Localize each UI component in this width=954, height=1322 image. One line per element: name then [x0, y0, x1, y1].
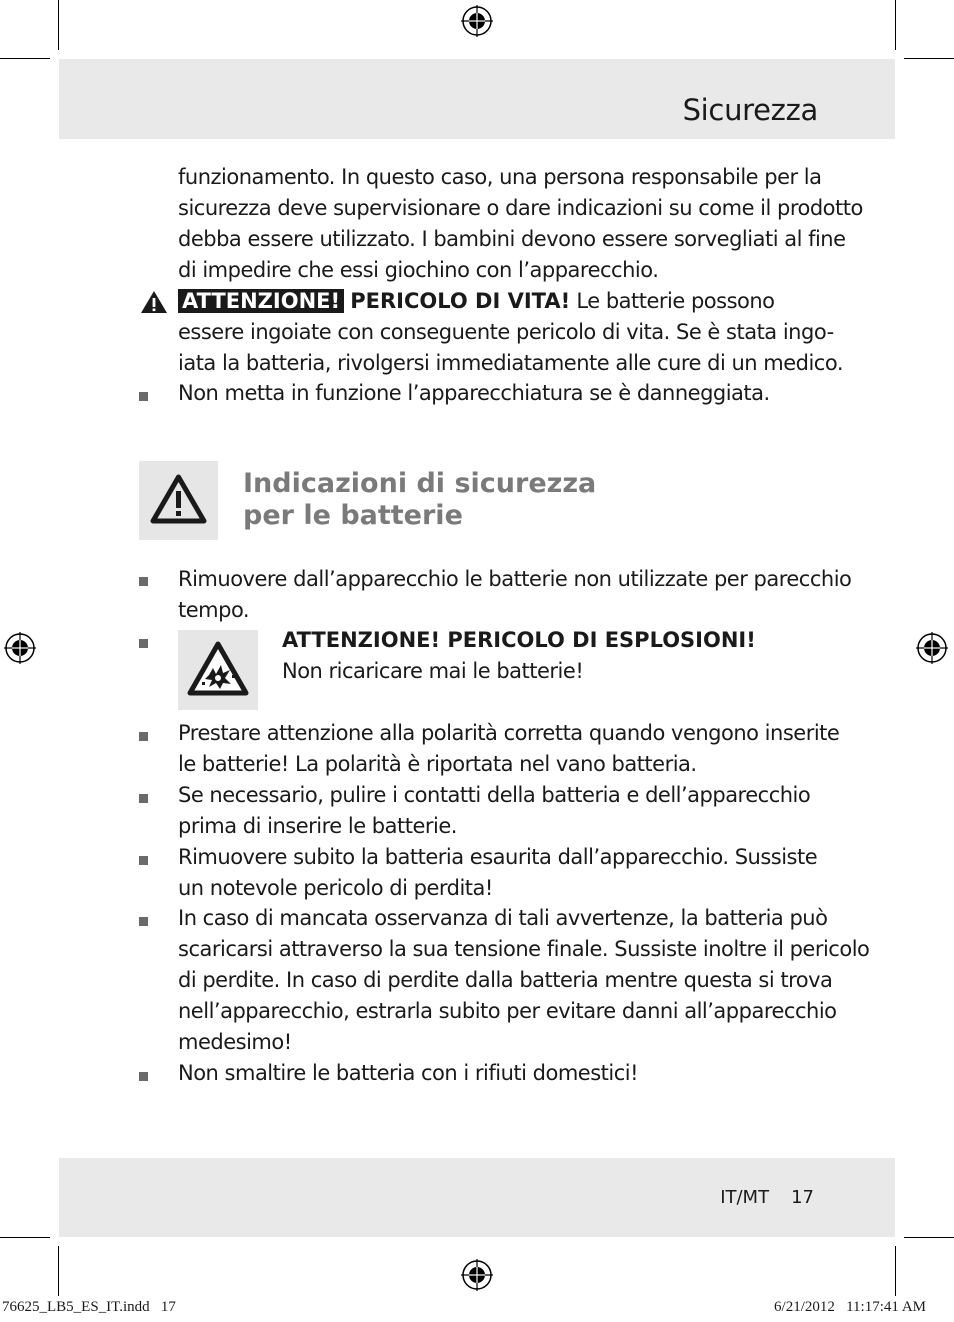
- text-line: Rimuovere subito la batteria esaurita dall’apparecchio. Sussiste: [178, 845, 818, 869]
- bullet-marker: [139, 732, 148, 741]
- life-danger-warning: [178, 286, 843, 379]
- explosion-warning: [282, 625, 822, 687]
- text-line: Non ricaricare mai le batterie!: [282, 659, 584, 683]
- page-number: 17: [791, 1187, 814, 1208]
- text-line: Non metta in funzione l’apparecchiatura se è danneggiata.: [178, 381, 770, 405]
- warning-triangle-icon: [139, 289, 169, 315]
- text-line: sicurezza deve supervisionare o dare indicazioni su come il prodotto: [178, 196, 863, 220]
- section-icon-box: [139, 461, 218, 540]
- text-line: scaricarsi attraverso la sua tensione finale. Sussiste inoltre il pericolo: [178, 937, 870, 961]
- bullet-marker: [139, 856, 148, 865]
- text-line: di impedire che essi giochino con l’apparecchio.: [178, 258, 659, 282]
- text-line: nell’apparecchio, estrarla subito per evitare danni all’apparecchio: [178, 999, 837, 1023]
- bullet-marker: [139, 794, 148, 803]
- bullet-marker: [139, 639, 148, 648]
- page-title: Sicurezza: [682, 93, 818, 127]
- text-line: In caso di mancata osservanza di tali avvertenze, la batteria può: [178, 906, 828, 930]
- bullet-marker: [139, 577, 148, 586]
- warning-text: Le batterie possono: [576, 289, 775, 313]
- text-line: iata la batteria, rivolgersi immediatamente alle cure di un medico.: [178, 351, 843, 375]
- crop-mark: [895, 1246, 896, 1296]
- crop-mark: [904, 1237, 954, 1238]
- list-item: [178, 378, 828, 409]
- list-item: [178, 564, 852, 626]
- text-line: di perdite. In caso di perdite dalla batteria mentre questa si trova: [178, 968, 833, 992]
- bullet-marker: [139, 917, 148, 926]
- warning-heading: ATTENZIONE! PERICOLO DI ESPLOSIONI!: [282, 628, 756, 652]
- slug-timestamp: 6/21/2012 11:17:41 AM: [774, 1299, 926, 1315]
- text-line: tempo.: [178, 598, 250, 622]
- attention-label: ATTENZIONE!: [178, 289, 344, 313]
- crop-mark: [895, 0, 896, 50]
- list-item: [178, 780, 828, 842]
- list-item: [178, 842, 828, 904]
- text-line: Prestare attenzione alla polarità corretta quando vengono inserite: [178, 721, 840, 745]
- bullet-marker: [139, 392, 148, 401]
- text-line: debba essere utilizzato. I bambini devono essere sorvegliati al fine: [178, 227, 846, 251]
- text-line: Non smaltire le batteria con i rifiuti domestici!: [178, 1061, 639, 1085]
- section-title-line: per le batterie: [243, 500, 463, 531]
- text-line: essere ingoiate con conseguente pericolo di vita. Se è stata ingo-: [178, 320, 834, 344]
- crop-mark: [58, 0, 59, 50]
- text-line: le batterie! La polarità è riportata nel vano batteria.: [178, 752, 697, 776]
- explosion-hazard-icon: [178, 630, 258, 710]
- registration-mark-icon: [916, 632, 948, 664]
- text-line: funzionamento. In questo caso, una persona responsabile per la: [178, 165, 822, 189]
- text-line: medesimo!: [178, 1030, 292, 1054]
- explosion-icon-box: [178, 630, 258, 710]
- slug-filename: 76625_LB5_ES_IT.indd 17: [2, 1299, 176, 1315]
- text-line: prima di inserire le batterie.: [178, 814, 457, 838]
- crop-mark: [0, 1237, 50, 1238]
- registration-mark-icon: [461, 1259, 493, 1291]
- crop-mark: [58, 1246, 59, 1296]
- crop-mark: [0, 58, 50, 59]
- bullet-marker: [139, 1072, 148, 1081]
- warning-first-line: [178, 286, 828, 317]
- list-item: [178, 903, 870, 1058]
- registration-mark-icon: [4, 632, 36, 664]
- crop-mark: [904, 58, 954, 59]
- warning-triangle-icon: [139, 461, 218, 540]
- registration-mark-icon: [461, 5, 493, 37]
- text-line: un notevole pericolo di perdita!: [178, 876, 493, 900]
- intro-paragraph: [178, 162, 863, 286]
- text-line: Se necessario, pulire i contatti della batteria e dell’apparecchio: [178, 783, 811, 807]
- section-title: [243, 468, 596, 532]
- footer-language: IT/MT: [720, 1187, 770, 1208]
- list-item: [178, 718, 840, 780]
- section-title-line: Indicazioni di sicurezza: [243, 468, 597, 499]
- list-item: [178, 1058, 828, 1089]
- page-footer: [720, 1187, 814, 1208]
- warning-heading: PERICOLO DI VITA!: [350, 289, 571, 313]
- text-line: Rimuovere dall’apparecchio le batterie non utilizzate per parecchio: [178, 567, 852, 591]
